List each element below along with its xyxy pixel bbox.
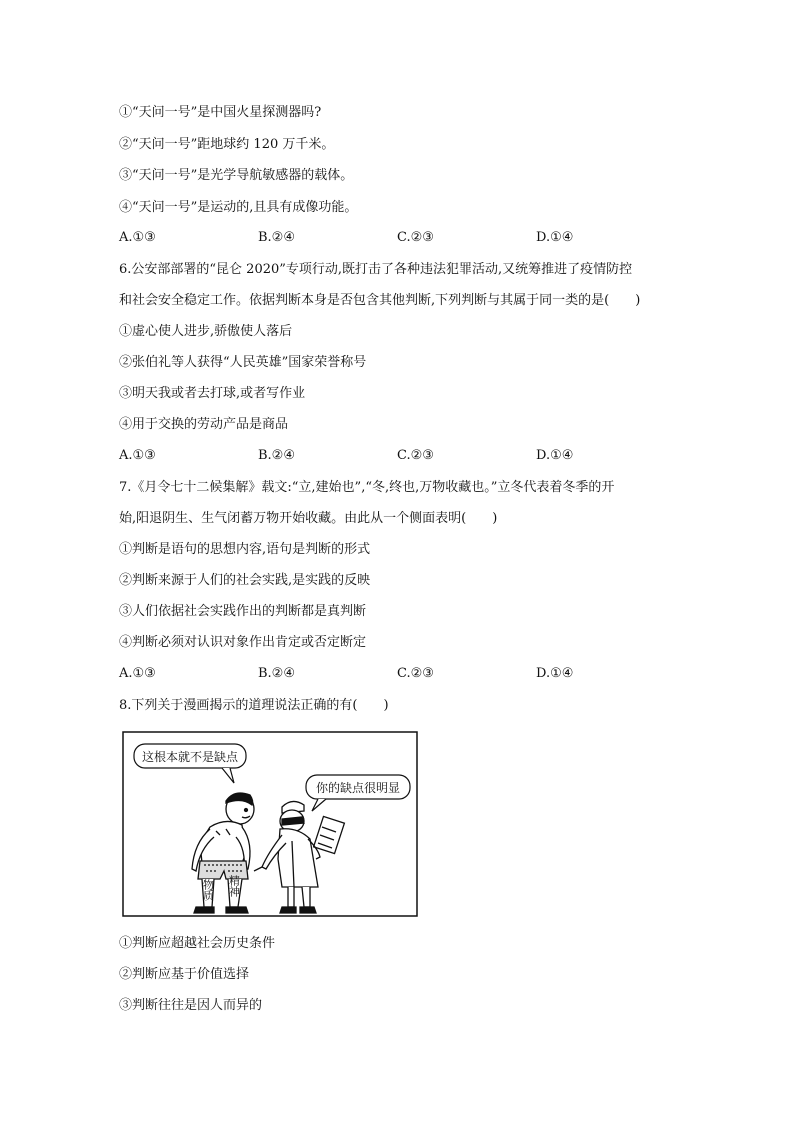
q6-item-4: ④用于交换的劳动产品是商品 [119, 417, 289, 432]
q8-item-2: ②判断应基于价值选择 [119, 967, 250, 982]
q5-option-a: A.①③ [119, 230, 156, 245]
bubble-left-text: 这根本就不是缺点 [141, 750, 239, 764]
q6-option-c: C.②③ [397, 448, 434, 463]
q7-option-c: C.②③ [397, 666, 434, 681]
q5-item-1: ①“天问一号”是中国火星探测器吗? [119, 105, 322, 120]
leg-left-text: 物质 [201, 879, 215, 901]
q7-stem-line-1: 7.《月令七十二候集解》载文:“立,建始也”,“冬,终也,万物收藏也。”立冬代表着冬季的开 [119, 480, 615, 495]
q6-option-a: A.①③ [119, 448, 156, 463]
q6-item-3: ③明天我或者去打球,或者写作业 [119, 386, 306, 401]
q8-item-3: ③判断往往是因人而异的 [119, 998, 263, 1013]
q5-item-2: ②“天问一号”距地球约 120 万千米。 [119, 137, 335, 152]
q5-option-d: D.①④ [536, 230, 574, 245]
cartoon-image [122, 731, 418, 917]
bubble-right-text: 你的缺点很明显 [315, 781, 401, 795]
q7-item-3: ③人们依据社会实践作出的判断都是真判断 [119, 604, 367, 619]
q7-item-2: ②判断来源于人们的社会实践,是实践的反映 [119, 573, 371, 588]
q5-option-c: C.②③ [397, 230, 434, 245]
q7-stem-line-2: 始,阳退阴生、生气闭蓄万物开始收藏。由此从一个侧面表明( ) [119, 511, 498, 526]
q7-option-d: D.①④ [536, 666, 574, 681]
q7-option-b: B.②④ [258, 666, 295, 681]
leg-label-left [202, 878, 215, 902]
q8-stem: 8.下列关于漫画揭示的道理说法正确的有( ) [119, 698, 389, 713]
q7-item-1: ①判断是语句的思想内容,语句是判断的形式 [119, 542, 371, 557]
q6-option-b: B.②④ [258, 448, 295, 463]
q6-option-d: D.①④ [536, 448, 574, 463]
q8-item-1: ①判断应超越社会历史条件 [119, 936, 276, 951]
q6-item-1: ①虚心使人进步,骄傲使人落后 [119, 324, 293, 339]
q6-stem-line-1: 6.公安部部署的“昆仑 2020”专项行动,既打击了各种违法犯罪活动,又统筹推进了疫情防控 [119, 262, 633, 277]
q5-item-3: ③“天问一号”是光学导航敏感器的载体。 [119, 168, 354, 183]
q7-item-4: ④判断必须对认识对象作出肯定或否定断定 [119, 635, 367, 650]
q7-option-a: A.①③ [119, 666, 156, 681]
leg-label-right [228, 874, 241, 898]
q6-stem-line-2: 和社会安全稳定工作。依据判断本身是否包含其他判断,下列判断与其属于同一类的是( ) [119, 293, 641, 308]
leg-right-text: 精神 [227, 875, 241, 897]
q5-option-b: B.②④ [258, 230, 295, 245]
q6-item-2: ②张伯礼等人获得“人民英雄”国家荣誉称号 [119, 355, 367, 370]
q5-item-4: ④“天问一号”是运动的,且具有成像功能。 [119, 200, 358, 215]
